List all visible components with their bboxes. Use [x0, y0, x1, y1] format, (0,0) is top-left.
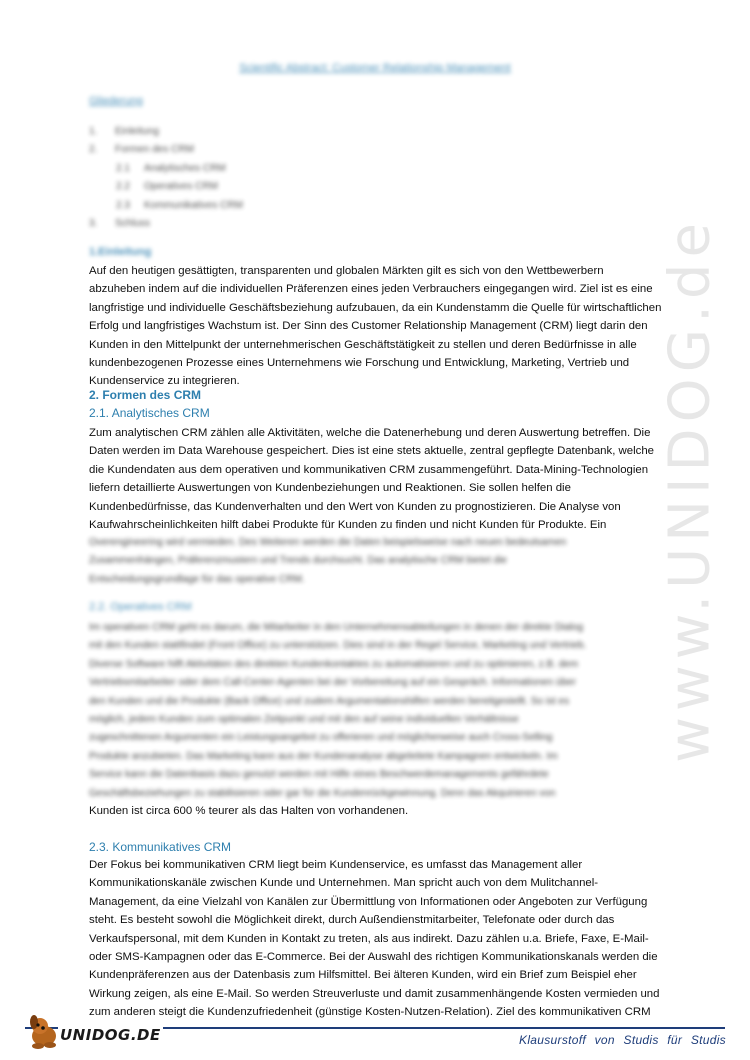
toc-item-number: 3. — [89, 218, 98, 230]
toc-item-label: Kommunikatives CRM — [144, 199, 243, 211]
text-line: Entscheidungsgrundlage für das operative CRM. — [89, 573, 305, 585]
text-line: liefern detaillierte Auswertungen von Kundenbeziehungen und Reaktionen. Sie sollen helfen die — [89, 482, 571, 495]
text-line: langfristige und individuelle Geschäftsbeziehung aufzubauen, da ein Kundenstamm die Quelle für wirtschaftlichen — [89, 301, 662, 314]
subsection-heading-analytisch: 2.1. Analytisches CRM — [89, 406, 210, 420]
text-line: Diverse Software hilft Aktivitäten des direkten Kundenkontaktes zu automatisieren und zu optimieren, z.B. dem — [89, 658, 579, 670]
subsection-heading-kommunikativ: 2.3. Kommunikatives CRM — [89, 840, 232, 854]
toc-item-label: Schluss — [115, 218, 151, 230]
text-line: abzuheben indem auf die individuellen Präferenzen eines jeden Verbrauchers eingegangen wird. Ziel ist es eine — [89, 283, 653, 296]
subsection-analytisch-text — [89, 424, 664, 534]
section-heading-formen: 2. Formen des CRM — [89, 388, 202, 402]
toc-item-label: Formen des CRM — [115, 144, 194, 156]
text-line: Produkte anzubieten. Das Marketing kann aus der Kundenanalyse abgeleitete Kampagnen entwickeln. Im — [89, 750, 558, 762]
text-line: zugeschnittenen Argumenten ein Leistungsangebot zu offerieren und möglicherweise auch Cross-Selling — [89, 732, 553, 744]
toc-item-label: Einleitung — [115, 126, 159, 137]
text-line: Management, da eine Vielzahl von Kanälen zur Übermittlung von Informationen oder Angeboten zur Verfügung — [89, 895, 648, 908]
section-einleitung-text — [89, 262, 664, 391]
text-line: Kundenpräferenzen aus der Datenbasis zum Hilfsmittel. Bei älteren Kunden, wird ein Brief zum Beispiel eher — [89, 969, 637, 982]
text-line: Service kann die Datenbasis dazu genutzt werden mit Hilfe eines Beschwerdemanagements gefährdete — [89, 769, 549, 781]
toc-item — [116, 178, 243, 196]
toc-item — [89, 215, 243, 233]
toc-item — [116, 160, 243, 178]
text-line: kundenbezogenen Prozesse eines Unternehmens wie Forschung und Entwicklung, Marketing, Vertrieb und — [89, 356, 630, 369]
subsection-kommunikativ-text — [89, 856, 664, 1022]
toc-item — [89, 141, 243, 159]
toc-item-number: 2.2 — [116, 181, 130, 193]
toc-heading: Gliederung — [89, 95, 143, 107]
toc-item-label: Operatives CRM — [144, 181, 218, 193]
text-line: zum anderen steigt die Kundenzufriedenheit (günstige Kosten-Nutzen-Relation). Ziel des kommunikativen CRM — [89, 1006, 651, 1019]
toc-item-number: 2.3 — [116, 199, 130, 211]
subsection-heading-operativ: 2.2. Operatives CRM — [89, 601, 192, 613]
text-line: Erfolg und langfristiges Wachstum ist. Der Sinn des Customer Relationship Management (CRM) liegt darin den — [89, 320, 648, 333]
text-line: Kunden ist circa 600 % teurer als das Halten von vorhandenen. — [89, 805, 409, 817]
text-line: Daten werden im Data Warehouse gespeichert. Dies ist eine stets aktuelle, zentral gepflegte Datenbank, welche — [89, 445, 654, 458]
text-line: Zum analytischen CRM zählen alle Aktivitäten, welche die Datenerhebung und deren Auswertung betreffen. Die — [89, 427, 651, 439]
subsection-operativ-last-line — [89, 802, 664, 820]
watermark — [650, 217, 730, 763]
text-line: den Kunden und die Produkte (Back Office) und zudem Argumentationshilfen werden bereitgestellt. So ist es — [89, 695, 570, 707]
subsection-operativ-blurred-text — [89, 619, 664, 803]
text-line: Verkaufspersonal, mit dem Kunden in Kontakt zu treten, als aus indirekt. Dazu zählen u.a. Briefe, Faxe, E-Mail- — [89, 932, 649, 945]
text-line: Kundenbedürfnisse, das Kundenverhalten und den Wert von Kunden zu prognostizieren. Die Analyse von — [89, 500, 621, 513]
subsection-analytisch-blurred-text — [89, 534, 664, 589]
text-line: mit den Kunden stattfindet (Front Office) zu unterstützen. Dies sind in der Regel Service, Marketing und Vertrieb. — [89, 640, 587, 652]
logo-text: UNIDOG.DE — [60, 1026, 161, 1044]
watermark-text: www.UNIDOG.de — [657, 217, 723, 763]
text-line: Der Fokus bei kommunikativen CRM liegt beim Kundenservice, es umfasst das Management aller — [89, 859, 583, 871]
toc-item-number: 1. — [89, 126, 98, 137]
text-line: Zusammenhängen, Präferenzmustern und Trends durchsucht. Das analytische CRM bietet die — [89, 555, 507, 567]
text-line: oder SMS-Kampagnen oder das E-Commerce. Bei der Auswahl des richtigen Kommunikationskanals werden die — [89, 950, 658, 963]
text-line: Wirkung zeigen, als eine E-Mail. So werden Streuverluste und damit zusammenhängende Kosten vermieden und — [89, 987, 660, 1000]
text-line: Auf den heutigen gesättigten, transparenten und globalen Märkten gilt es sich von den Wettbewerbern — [89, 265, 604, 277]
unidog-logo — [26, 1012, 161, 1052]
text-line: Kommunikationskanäle zwischen Kunde und Unternehmen. Man spricht auch von dem Mulitchannel- — [89, 877, 599, 890]
text-line: Kunden in den Mittelpunkt der unternehmerischen Geschäftstätigkeit zu stellen und deren Bedürfnisse in alle — [89, 338, 637, 351]
toc-item — [89, 123, 243, 141]
text-line: Im operativen CRM geht es darum, die Mitarbeiter in den Unternehmensabteilungen in denen der direkte Dialog — [89, 622, 584, 633]
footer-tagline: Klausurstoff von Studis für Studis — [519, 1033, 726, 1047]
section-heading-einleitung: 1.Einleitung — [89, 246, 152, 258]
text-line: Vertriebsmitarbeiter oder dem Call-Center-Agenten bei der Vorbereitung auf ein Gespräch. Informationen über — [89, 677, 576, 689]
text-line: Kundenservice zu integrieren. — [89, 375, 240, 388]
toc-item-number: 2.1 — [116, 162, 130, 174]
document-title: Scientific Abstract: Customer Relationship Management — [239, 62, 511, 74]
toc-item-label: Analytisches CRM — [144, 162, 226, 174]
toc-item-number: 2. — [89, 144, 98, 156]
text-line: Geschäftsbeziehungen zu stabilisieren oder gar für die Kundenrückgewinnung. Denn das Akquirieren von — [89, 787, 556, 799]
text-line: steht. Es besteht sowohl die Möglichkeit direkt, durch Außendienstmitarbeiter, Telefonate oder durch das — [89, 914, 615, 927]
text-line: Kaufwahrscheinlichkeiten hilft dabei Produkte für Kunden zu finden und nicht Kunden für Produkte. Ein — [89, 518, 607, 531]
table-of-contents — [89, 123, 243, 233]
toc-item — [116, 197, 243, 215]
text-line: die Kundendaten aus dem operativen und kommunikativen CRM zusammengeführt. Data-Mining-Technologien — [89, 463, 649, 476]
text-line: möglich, jedem Kunden zum optimalen Zeitpunkt und mit den auf seine individuellen Verhältnisse — [89, 713, 519, 725]
text-line: Overengineering wird vermieden. Des Weiteren werden die Daten beispielsweise nach neuen bedeutsamen — [89, 537, 567, 548]
